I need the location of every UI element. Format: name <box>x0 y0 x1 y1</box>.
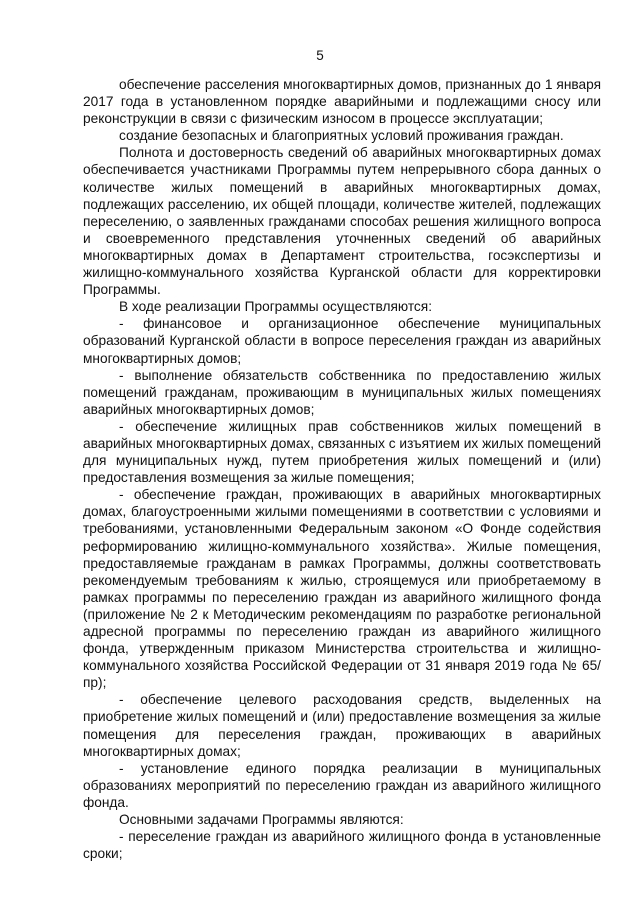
list-item-targeted-spending: - обеспечение целевого расходования средств, выделенных на приобретение жилых помещений и (или) предоставление возмещения за жилые помещения для переселения граждан, проживающих в аварийных многоквартирных домах; <box>83 692 601 759</box>
list-item-financial-support: - финансовое и организационное обеспечение муниципальных образований Курганской области в вопросе переселения граждан из аварийных многоквартирных домов; <box>83 316 601 366</box>
document-body <box>83 76 601 862</box>
list-item-unified-procedure: - установление единого порядка реализации в муниципальных образованиях мероприятий по переселению граждан из аварийного жилищного фонда. <box>83 760 601 810</box>
list-item-housing-provision: - обеспечение граждан, проживающих в аварийных многоквартирных домах, благоустроенными жилыми помещениями в соответствии с условиями и требованиями, установленными Федеральным законом «О Фонде содействия реформированию жилищно-коммунального хозяйства». Жилые помещения, предоставляемые гражданам в рамках Программы, должны соответствовать рекомендуемым требованиям к жилью, строящемуся или приобретаемому в рамках программы по переселению граждан из аварийного жилищного фонда (приложение № 2 к Методическим рекомендациям по разработке региональной адресной программы по переселению граждан из аварийного жилищного фонда, утвержденным приказом Министерства строительства и жилищно-коммунального хозяйства Российской Федерации от 31 января 2019 года № 65/пр); <box>83 487 601 691</box>
list-item-owner-rights: - обеспечение жилищных прав собственников жилых помещений в аварийных многоквартирных домах, связанных с изъятием их жилых помещений для муниципальных нужд, путем приобретения жилых помещений и (или) предоставления возмещения за жилые помещения; <box>83 418 601 486</box>
list-item-owner-obligations: - выполнение обязательств собственника по предоставлению жилых помещений гражданам, проживающим в муниципальных жилых помещениях аварийных многоквартирных домов; <box>83 367 601 417</box>
paragraph-main-tasks-intro: Основными задачами Программы являются: <box>119 812 404 828</box>
paragraph-data-completeness: Полнота и достоверность сведений об аварийных многоквартирных домах обеспечивается участниками Программы путем непрерывного сбора данных о количестве жилых помещений в аварийных многоквартирных домах, подлежащих расселению, их общей площади, количестве жителей, подлежащих переселению, о заявленных гражданами способах решения жилищного вопроса и своевременного представления уточненных сведений об аварийных многоквартирных домах в Департамент строительства, госэкспертизы и жилищно-коммунального хозяйства Курганской области для корректировки Программы. <box>83 145 601 298</box>
page-number: 5 <box>316 48 324 63</box>
list-item-timely-resettlement: - переселение граждан из аварийного жилищного фонда в установленные сроки; <box>83 829 601 862</box>
paragraph-implementation-intro: В ходе реализации Программы осуществляются: <box>119 299 432 315</box>
paragraph-resettlement-goal: обеспечение расселения многоквартирных домов, признанных до 1 января 2017 года в установленном порядке аварийными и подлежащими сносу или реконструкции в связи с физическим износом в процессе эксплуатации; <box>83 77 601 127</box>
paragraph-safe-conditions: создание безопасных и благоприятных условий проживания граждан. <box>119 128 564 144</box>
